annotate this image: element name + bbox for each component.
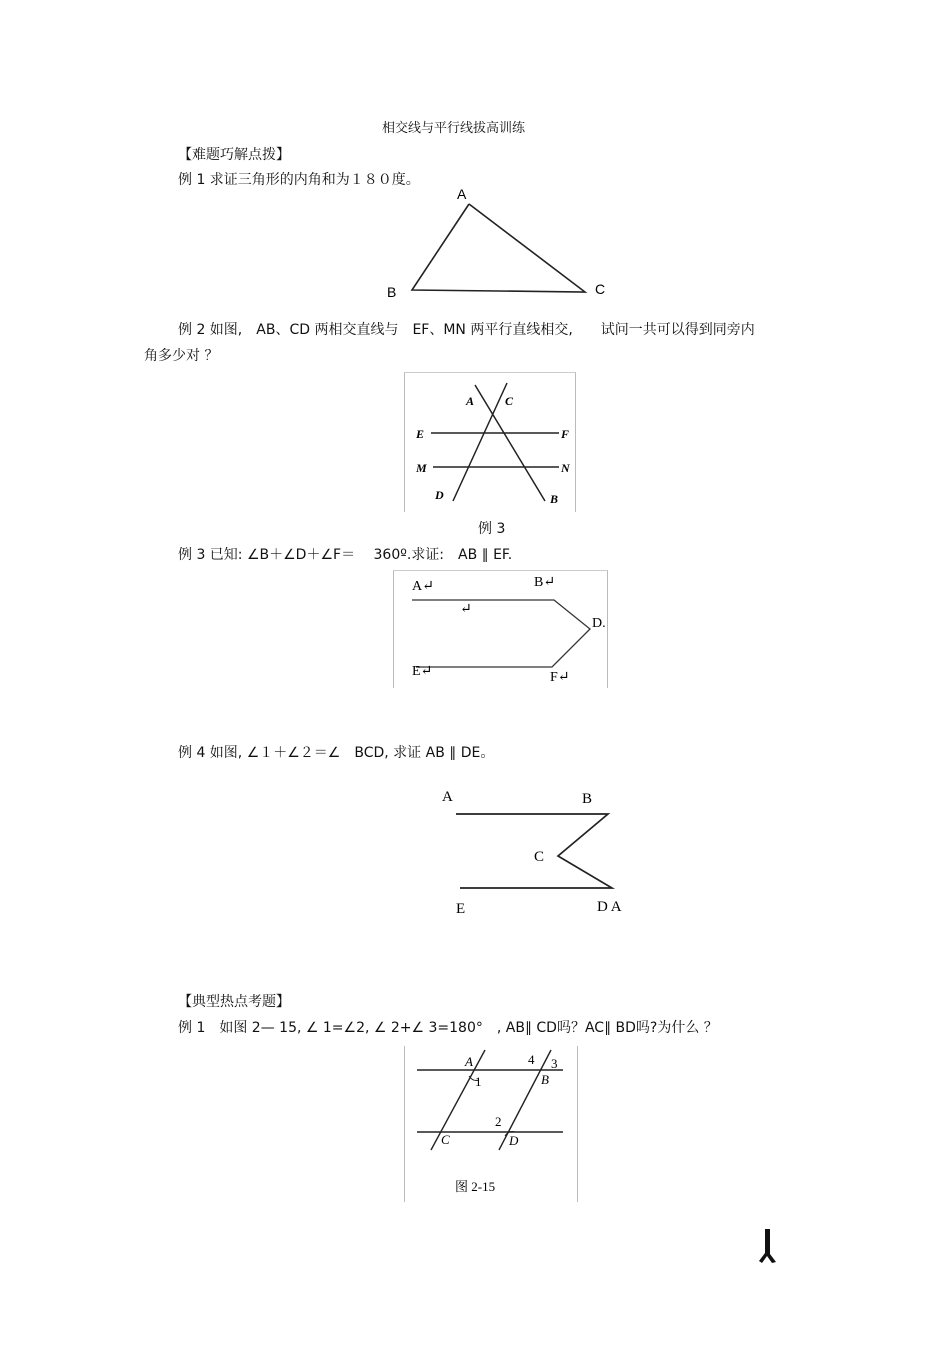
section-heading-difficult: 【难题巧解点拨】 [178,147,290,163]
corner-mark-icon [756,1226,780,1266]
label-b: B [550,492,559,506]
label-n: N [561,461,570,475]
label-e: E [456,901,466,917]
hot-example-1-text: 例 1 如图 2— 15, ∠ 1=∠2, ∠ 2+∠ 3=180° , AB∥ CD吗？AC∥ BD吗?为什么 ？ [178,1020,718,1036]
label-da: D A [597,899,622,915]
angle-sum-figure [393,570,608,688]
label-a: A [442,789,453,805]
label-b: B [387,284,397,300]
label-mid: ↵ [460,602,472,617]
example-2-text-line1: 例 2 如图, AB、CD 两相交直线与 EF、MN 两平行直线相交, 试问一共可以得到同旁内 [178,322,755,338]
label-3: 3 [551,1056,558,1071]
label-c: C [534,849,545,865]
label-c: C [505,394,514,408]
section-heading-hot: 【典型热点考题】 [178,994,290,1010]
intersecting-lines-figure [404,372,576,512]
figure-2-15 [404,1046,578,1202]
label-b: B↵ [534,575,556,590]
page-title: 相交线与平行线拔高训练 [382,121,526,136]
label-d: D. [592,616,606,631]
figure-caption: 图 2-15 [455,1179,496,1194]
label-b: B [582,791,593,807]
example-3-caption: 例 3 [478,521,506,537]
label-d: D [509,1133,519,1148]
label-c: C [595,281,606,297]
label-f: F↵ [550,670,570,685]
label-d: D [435,488,444,502]
label-b: B [541,1072,549,1087]
label-a: A [465,1054,473,1069]
label-c: C [441,1132,450,1147]
example-3-text: 例 3 已知: ∠B＋∠D＋∠F＝ 360º.求证: AB ∥ EF. [178,547,513,563]
label-a: A↵ [412,579,434,594]
label-a: A [466,394,475,408]
label-2: 2 [495,1114,502,1129]
label-e: E↵ [412,664,433,679]
triangle-figure [380,182,620,302]
zigzag-figure [430,782,640,922]
label-a: A [457,186,467,202]
example-4-text: 例 4 如图, ∠１＋∠２＝∠ BCD, 求证 AB ∥ DE。 [178,745,495,761]
label-f: F [561,427,570,441]
example-2-text-line2: 角多少对 ？ [144,348,219,364]
example-1-text: 例 1 求证三角形的内角和为１８０度。 [178,172,420,188]
label-1: 1 [475,1074,482,1089]
label-4: 4 [528,1052,535,1067]
label-e: E [416,427,425,441]
label-m: M [416,461,427,475]
